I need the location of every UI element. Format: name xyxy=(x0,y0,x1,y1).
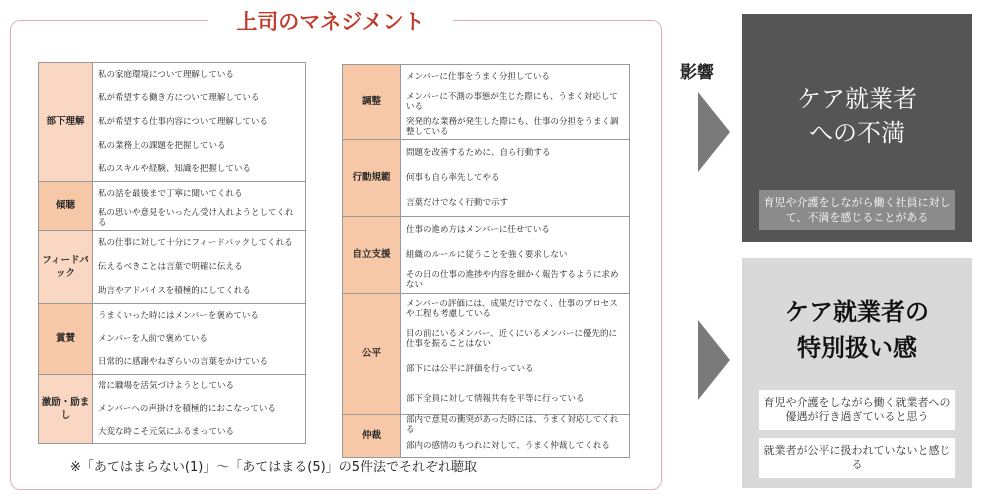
factor-group-row xyxy=(39,181,306,230)
frame-title: 上司のマネジメント xyxy=(208,6,453,36)
factor-item: 組織のルールに従うことを強く要求しない xyxy=(406,249,568,260)
factor-items xyxy=(401,414,630,457)
factor-items xyxy=(93,230,306,303)
factor-group-row xyxy=(343,293,630,414)
factor-item: 常に職場を活気づけようとしている xyxy=(98,381,235,392)
factor-item: 部下全員に対して情報共有を平等に行っている xyxy=(406,393,585,404)
factor-category: フィードバック xyxy=(39,230,93,303)
factor-item: メンバーの評価には、成果だけでなく、仕事のプロセスや工程も考慮している xyxy=(406,298,618,319)
factor-group-row xyxy=(39,230,306,303)
left-factor-table xyxy=(38,62,306,444)
factor-item: 部内の感情のもつれに対して、うまく仲裁してくれる xyxy=(406,441,610,452)
factor-items xyxy=(401,139,630,216)
factor-item: 日常的に感謝やねぎらいの言葉をかけている xyxy=(98,357,269,368)
factor-item: 私の家庭環境について理解している xyxy=(98,69,234,80)
factor-item: 言葉だけでなく行動で示す xyxy=(406,198,509,209)
factor-item: 助言やアドバイスを積極的にしてくれる xyxy=(98,285,251,296)
factor-category: 仲裁 xyxy=(343,414,401,457)
outcome-special-treatment-title: ケア就業者の 特別扱い感 xyxy=(785,298,929,362)
factor-item: うまくいった時にはメンバーを褒めている xyxy=(98,310,259,321)
factor-item: 私の思いや意見をいったん受け入れようとしてくれる xyxy=(98,207,294,228)
outcome-special-treatment-note-1: 育児や介護をしながら働く就業者への優遇が行き過ぎていると思う xyxy=(759,390,955,430)
factor-item: 部下には公平に評価を行っている xyxy=(406,363,534,374)
factor-item: メンバーへの声掛けを積極的におこなっている xyxy=(98,403,276,414)
factor-item: 大変な時こそ元気にふるまっている xyxy=(98,426,235,437)
factor-items xyxy=(93,303,306,374)
factor-item: メンバーに仕事をうまく分担している xyxy=(406,72,550,83)
arrow-right-icon xyxy=(698,320,730,400)
factor-items xyxy=(401,65,630,140)
factor-items xyxy=(93,374,306,443)
factor-category: 傾聴 xyxy=(39,181,93,230)
factor-items xyxy=(401,293,630,414)
factor-group-row xyxy=(343,414,630,457)
factor-items xyxy=(93,181,306,230)
factor-item: 部内で意見の衝突があった時には、うまく対応してくれる xyxy=(406,415,619,436)
factor-item: メンバーを人前で褒めている xyxy=(98,333,208,344)
factor-item: 私が希望する働き方について理解している xyxy=(98,93,260,104)
factor-group-row xyxy=(343,65,630,140)
factor-item: 問題を改善するために、自ら行動する xyxy=(406,147,551,158)
outcome-special-treatment-box xyxy=(742,258,972,488)
factor-item: 私が希望する仕事内容について理解している xyxy=(98,116,268,127)
factor-item: メンバーに不測の事態が生じた際にも、うまく対応している xyxy=(406,91,618,112)
factor-group-row xyxy=(343,216,630,293)
right-factor-table xyxy=(342,64,630,458)
factor-item: 突発的な業務が発生した際にも、仕事の分担をうまく調整している xyxy=(406,116,619,137)
influence-label: 影響 xyxy=(680,63,714,83)
factor-group-row xyxy=(39,374,306,443)
factor-item: 私の話を最後まで丁寧に聞いてくれる xyxy=(98,188,243,199)
factor-category: 激励・励まし xyxy=(39,374,93,443)
factor-item: 仕事の進め方はメンバーに任せている xyxy=(406,224,550,235)
outcome-dissatisfaction-note: 育児や介護をしながら働く社員に対して、不満を感じることがある xyxy=(759,190,955,230)
outcome-dissatisfaction-box xyxy=(742,14,972,242)
factor-category: 自立支援 xyxy=(343,216,401,293)
outcome-special-treatment-note-2: 就業者が公平に扱われていないと感じる xyxy=(759,438,955,478)
factor-group-row xyxy=(343,139,630,216)
factor-category: 公平 xyxy=(343,293,401,414)
factor-item: 伝えるべきことは言葉で明確に伝える xyxy=(98,261,243,272)
factor-category: 賞賛 xyxy=(39,303,93,374)
factor-category: 部下理解 xyxy=(39,63,93,182)
factor-item: 何事も自ら率先してやる xyxy=(406,172,500,183)
factor-group-row xyxy=(39,63,306,182)
arrow-right-icon xyxy=(698,92,730,172)
factor-item: 私の仕事に対して十分にフィードバックしてくれる xyxy=(98,237,293,248)
factor-items xyxy=(401,216,630,293)
factor-item: 私のスキルや経験、知識を把握している xyxy=(98,164,251,175)
factor-category: 調整 xyxy=(343,65,401,140)
factor-items xyxy=(93,63,306,182)
factor-item: 私の業務上の課題を把握している xyxy=(98,140,226,151)
outcome-dissatisfaction-title: ケア就業者 への不満 xyxy=(797,85,917,147)
footnote: ※「あてはまらない(1)」～「あてはまる(5)」の5件法でそれぞれ聴取 xyxy=(70,460,477,475)
factor-item: その日の仕事の進捗や内容を細かく報告するように求めない xyxy=(406,270,619,291)
factor-group-row xyxy=(39,303,306,374)
factor-item: 目の前にいるメンバー、近くにいるメンバーに優先的に仕事を振ることはない xyxy=(406,328,617,349)
factor-category: 行動規範 xyxy=(343,139,401,216)
